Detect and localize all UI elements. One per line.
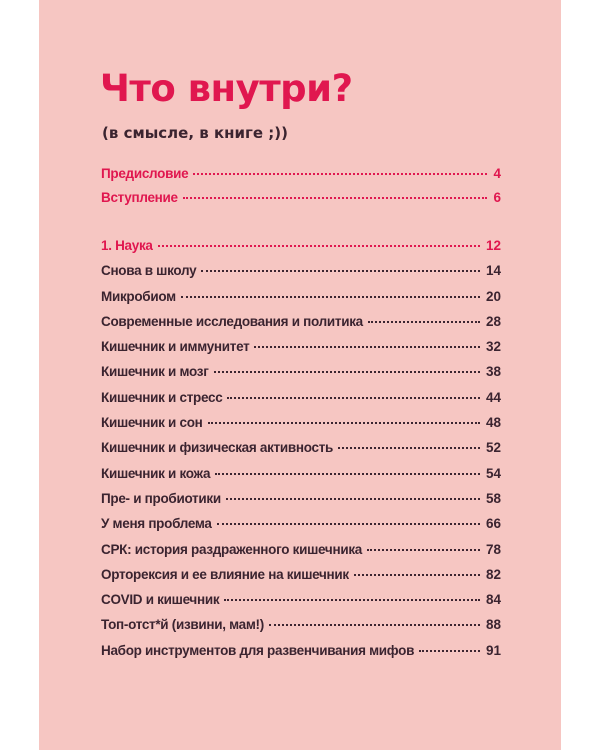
toc-entry-page: 66 bbox=[485, 516, 501, 532]
dot-leader bbox=[227, 397, 480, 399]
toc-entry-label: Кишечник и кожа bbox=[101, 465, 211, 481]
toc-entry bbox=[101, 542, 501, 567]
dot-leader bbox=[217, 523, 480, 525]
toc-entry bbox=[101, 314, 501, 339]
dot-leader bbox=[215, 473, 480, 475]
toc-entry-label: Набор инструментов для развенчивания мифов bbox=[101, 642, 415, 658]
toc-entry bbox=[101, 390, 501, 415]
toc-entry-label: Снова в школу bbox=[101, 263, 197, 279]
toc-entry-page: 12 bbox=[485, 238, 501, 253]
dot-leader bbox=[226, 498, 480, 500]
toc-entry-page: 78 bbox=[485, 541, 501, 557]
toc-entry-page: 88 bbox=[485, 617, 501, 633]
dot-leader bbox=[183, 197, 488, 199]
toc-entry-page: 84 bbox=[485, 592, 501, 608]
chapter-list bbox=[101, 238, 501, 668]
toc-entry-label: Кишечник и мозг bbox=[101, 364, 209, 380]
toc-entry-page: 82 bbox=[485, 566, 501, 582]
dot-leader bbox=[254, 346, 480, 348]
toc-entry-label: 1. Наука bbox=[101, 238, 153, 253]
toc-entry bbox=[101, 592, 501, 617]
toc-entry-label: Предисловие bbox=[101, 166, 189, 181]
toc-entry-label: У меня проблема bbox=[101, 516, 212, 532]
toc-entry-label: Кишечник и стресс bbox=[101, 389, 223, 405]
dot-leader bbox=[201, 270, 480, 272]
toc-entry bbox=[101, 491, 501, 516]
toc-entry-page: 44 bbox=[485, 389, 501, 405]
toc-entry-label: СРК: история раздраженного кишечника bbox=[101, 541, 362, 557]
page-subtitle: (в смысле, в книге ;)) bbox=[102, 124, 288, 142]
toc-entry bbox=[101, 339, 501, 364]
toc-entry bbox=[101, 440, 501, 465]
toc-entry bbox=[101, 364, 501, 389]
dot-leader bbox=[193, 173, 487, 175]
toc-entry bbox=[101, 466, 501, 491]
toc-entry-page: 48 bbox=[485, 415, 501, 431]
dot-leader bbox=[181, 296, 480, 298]
toc-entry-label: Кишечник и иммунитет bbox=[101, 339, 250, 355]
dot-leader bbox=[368, 321, 480, 323]
toc-entry-page: 91 bbox=[485, 642, 501, 658]
front-matter-list bbox=[101, 166, 501, 214]
toc-entry-page: 6 bbox=[493, 190, 501, 205]
dot-leader bbox=[158, 245, 480, 247]
toc-entry-label: Микробиом bbox=[101, 288, 176, 304]
toc-entry-page: 32 bbox=[485, 339, 501, 355]
toc-entry-page: 54 bbox=[485, 465, 501, 481]
dot-leader bbox=[354, 574, 480, 576]
toc-entry-label: Топ-отст*й (извини, мам!) bbox=[101, 617, 264, 633]
toc-entry-label: Орторексия и ее влияние на кишечник bbox=[101, 566, 349, 582]
toc-entry bbox=[101, 289, 501, 314]
toc-entry-page: 28 bbox=[485, 313, 501, 329]
book-page bbox=[39, 0, 561, 750]
toc-entry bbox=[101, 567, 501, 592]
toc-chapter-heading bbox=[101, 238, 501, 263]
toc-entry-page: 38 bbox=[485, 364, 501, 380]
toc-entry-label: Вступление bbox=[101, 190, 178, 205]
dot-leader bbox=[214, 371, 480, 373]
toc-entry bbox=[101, 617, 501, 642]
toc-entry-label: Пре- и пробиотики bbox=[101, 490, 221, 506]
toc-entry bbox=[101, 263, 501, 288]
toc-entry bbox=[101, 516, 501, 541]
toc-entry-page: 52 bbox=[485, 440, 501, 456]
dot-leader bbox=[269, 624, 480, 626]
toc-entry-foreword bbox=[101, 166, 501, 190]
dot-leader bbox=[367, 549, 480, 551]
dot-leader bbox=[208, 422, 480, 424]
page-title: Что внутри? bbox=[100, 67, 353, 110]
dot-leader bbox=[338, 447, 480, 449]
toc-entry-introduction bbox=[101, 190, 501, 214]
toc-entry-label: Современные исследования и политика bbox=[101, 313, 363, 329]
toc-entry bbox=[101, 643, 501, 668]
toc-entry-page: 20 bbox=[485, 288, 501, 304]
toc-entry-label: COVID и кишечник bbox=[101, 592, 220, 608]
toc-entry-page: 58 bbox=[485, 490, 501, 506]
dot-leader bbox=[224, 599, 480, 601]
dot-leader bbox=[419, 650, 480, 652]
toc-entry bbox=[101, 415, 501, 440]
toc-entry-page: 14 bbox=[485, 263, 501, 279]
toc-entry-page: 4 bbox=[493, 166, 501, 181]
toc-entry-label: Кишечник и сон bbox=[101, 415, 203, 431]
toc-entry-label: Кишечник и физическая активность bbox=[101, 440, 334, 456]
